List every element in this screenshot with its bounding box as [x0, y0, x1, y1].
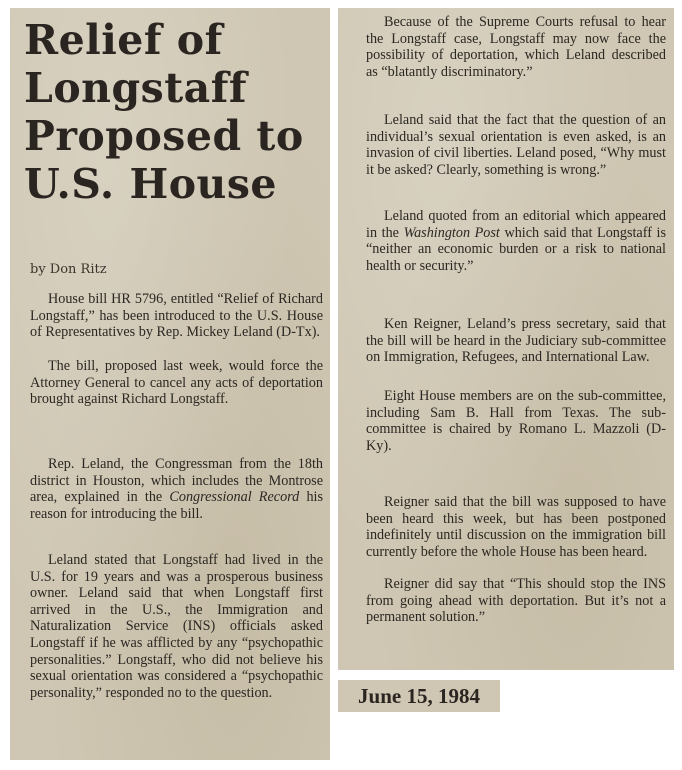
date-label: June 15, 1984: [338, 680, 500, 712]
paragraph-3: [30, 456, 323, 522]
headline-line-2: Longstaff: [24, 64, 248, 112]
paragraph-7-text-b: which said that Longstaff is “neither an economic burden or a risk to national health or security.”: [366, 224, 666, 274]
paragraph-7-text-a: Leland quoted from an editorial which appeared in the: [366, 208, 666, 241]
headline-line-1: Relief of: [24, 16, 223, 64]
paragraph-1: House bill HR 5796, entitled “Relief of Richard Longstaff,” has been introduced to the U.S. House of Representatives by Rep. Mickey Leland (D-Tx).: [30, 291, 323, 341]
headline-line-3: Proposed to: [24, 112, 304, 160]
paragraph-4: Leland stated that Longstaff had lived in the U.S. for 19 years and was a prosperous business owner. Leland said that when Longstaff first arrived in the U.S., the Immigration and Naturalization Service (INS) officials asked Longstaff if he was afflicted by any “psychopathic personalities.” Longstaff, who did not believe his sexual orientation was considered a “psychopathic personality,” responded no to the question.: [30, 552, 323, 701]
paragraph-6: Leland said that the fact that the question of an individual’s sexual orientation is even asked, is an invasion of civil liberties. Leland posed, “Why must it be asked? Clearly, something is wrong.”: [366, 112, 666, 178]
paragraph-7: [366, 208, 666, 274]
paragraph-3-text-a: Rep. Leland, the Congressman from the 18th district in Houston, which includes the Montrose area, explained in the: [30, 456, 323, 506]
byline: by Don Ritz: [30, 262, 107, 277]
paragraph-10: Reigner said that the bill was supposed to have been heard this week, but has been postponed indefinitely until discussion on the immigration bill currently before the whole House has been heard.: [366, 494, 666, 560]
paragraph-7-italic: Washington Post: [403, 224, 500, 241]
paragraph-3-text-b: his reason for introducing the bill.: [30, 489, 323, 522]
paragraph-9: Eight House members are on the sub-committee, including Sam B. Hall from Texas. The sub-committee is chaired by Romano L. Mazzoli (D-Ky).: [366, 388, 666, 454]
headline-line-4: U.S. House: [24, 160, 278, 208]
paragraph-5: Because of the Supreme Courts refusal to hear the Longstaff case, Longstaff may now face the possibility of deportation, which Leland described as “blatantly discriminatory.”: [366, 14, 666, 80]
paragraph-8: Ken Reigner, Leland’s press secretary, said that the bill will be heard in the Judiciary sub-committee on Immigration, Refugees, and International Law.: [366, 316, 666, 366]
paragraph-3-italic: Congressional Record: [169, 489, 300, 506]
paragraph-2: The bill, proposed last week, would force the Attorney General to cancel any acts of deportation brought against Richard Longstaff.: [30, 358, 323, 408]
headline: [24, 16, 324, 208]
paragraph-11: Reigner did say that “This should stop the INS from going ahead with deportation. But it’s not a permanent solution.”: [366, 576, 666, 626]
